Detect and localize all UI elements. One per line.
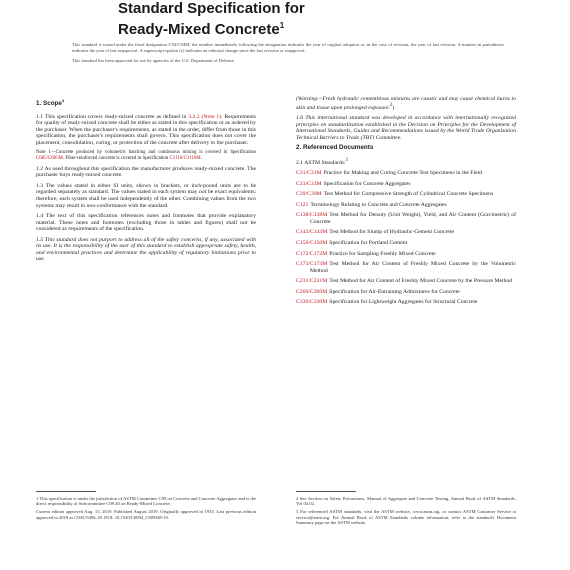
reference-item: [296, 191, 516, 198]
scope-heading: 1. Scope$^4$: [36, 98, 65, 108]
reference-code-link[interactable]: C231/C231M: [296, 278, 328, 285]
title-line-1: Standard Specification for: [118, 0, 305, 17]
reference-code-link[interactable]: C31/C31M: [296, 170, 322, 177]
footnote-1: 1 This specification is under the jurisdiction of ASTM Committee C09 on Concrete and Concrete Aggregates and is the direct responsibility of Subcommittee C09.40 on Ready-Mixed Concrete.: [36, 496, 256, 507]
reference-title: Specification for Lightweight Aggregates for Structural Concrete: [329, 299, 478, 306]
reference-code-link[interactable]: C33/C33M: [296, 180, 322, 187]
reference-title: Practice for Sampling Freshly Mixed Concrete: [329, 250, 436, 257]
reference-title: Test Method for Slump of Hydraulic-Cement Concrete: [329, 229, 454, 236]
note-1: Note 1—Concrete produced by volumetric batching and continuous mixing is covered in Specification C685/C685M. Fiber-reinforced concrete is covered in Specification C1116/C1116M.: [36, 150, 256, 162]
referenced-standards-list: [296, 170, 516, 306]
reference-item: [296, 289, 516, 296]
reference-title: Test Method for Compressive Strength of Cylindrical Concrete Specimens: [323, 191, 494, 198]
reference-item: [296, 202, 516, 209]
reference-title: Test Method for Air Content of Freshly Mixed Concrete by the Volumetric Method: [310, 261, 516, 274]
reference-code-link[interactable]: C138/C138M: [296, 212, 328, 219]
title-footnote-marker: 1: [279, 21, 285, 30]
reference-code-link[interactable]: C143/C143M: [296, 229, 328, 236]
reference-item: [296, 212, 516, 225]
reference-item: [296, 299, 516, 306]
reference-item: [296, 240, 516, 247]
reference-code-link[interactable]: C172/C172M: [296, 250, 328, 257]
footnotes-right: [296, 496, 516, 528]
section-link[interactable]: 3.2.2: [188, 113, 200, 120]
footnote-rule-left: [36, 491, 96, 492]
reference-code-link[interactable]: C173/C173M: [296, 261, 328, 268]
safety-warning: (Warning—Fresh hydraulic cementitious mixtures are caustic and may cause chemical burns to skin and tissue upon prolonged exposure.$^2$): [296, 96, 516, 111]
reference-title: Specification for Concrete Aggregates: [323, 180, 411, 187]
footnote-2: 2 See Section on Safety Precautions, Manual of Aggregate and Concrete Testing, Annual Book of ASTM Standards, Vol 04.02.: [296, 496, 516, 507]
reference-title: Practice for Making and Curing Concrete Test Specimens in the Field: [323, 170, 483, 177]
footnote-rule-right: [296, 491, 356, 492]
reference-item: [296, 251, 516, 258]
footnote-edition: Current edition approved Aug. 15, 2019. Published August 2019. Originally approved in 1933. Last previous edition approved in 2018 as C94/C94M–18. DOI: 10.1520/C0094_C0094M-19.: [36, 509, 256, 520]
reference-title: Specification for Portland Cement: [329, 239, 408, 246]
reference-item: [296, 170, 516, 177]
astm-standards-subheading: 2.1 ASTM Standards:$^3$: [296, 157, 348, 166]
reference-code-link[interactable]: C125: [296, 201, 309, 208]
footnotes-left: [36, 496, 256, 523]
preamble-paragraph: This standard is issued under the fixed designation C94/C94M; the number immediately following the designation indicates the year of original adoption or, in the case of revision, the year of last revision. A number in parentheses indicates the year of last reapproval. A superscript epsilon (ε) indicates an editorial change since the last revision or reapproval.: [72, 42, 504, 54]
reference-item: [296, 181, 516, 188]
title-line-2: Ready-Mixed Concrete$^1$: [118, 21, 285, 38]
footnote-3: 3 For referenced ASTM standards, visit the ASTM website, www.astm.org, or contact ASTM Customer Service at service@astm.org. For Annual Book of ASTM Standards volume information, refer to the standard's Document Summary page on the ASTM website.: [296, 509, 516, 526]
scope-1-5: 1.5 This standard does not purport to address all of the safety concerns, if any, associated with its use. It is the responsibility of the user of this standard to establish appropriate safety, health, and environmental practices and determine the applicability of regulatory limitations prior to use.: [36, 236, 256, 263]
reference-code-link[interactable]: C39/C39M: [296, 191, 322, 198]
document-title: [118, 0, 448, 38]
right-column: [296, 96, 516, 310]
designation-preamble: [72, 42, 504, 67]
reference-title: Specification for Air-Entraining Admixtures for Concrete: [329, 288, 460, 295]
note-link[interactable]: (Note 1): [201, 113, 222, 120]
reference-title: Test Method for Density (Unit Weight), Yield, and Air Content (Gravimetric) of Concrete: [310, 212, 516, 225]
standard-link[interactable]: C1116/C1116M: [169, 156, 201, 162]
reference-item: [296, 278, 516, 285]
left-column: [36, 96, 256, 267]
scope-1-3: 1.3 The values stated in either SI units, shown in brackets, or inch-pound units are to be regarded separately as standard. The values stated in each system may not be exact equivalents; therefore, each system shall be used independently of the other. Combining values from the two systems may result in non-conformance with the standard.: [36, 182, 256, 209]
scope-1-2: 1.2 As used throughout this specification the manufacturer produces ready-mixed concrete. The purchaser buys ready-mixed concrete.: [36, 165, 256, 179]
scope-1-1: 1.1 This specification covers ready-mixed concrete as defined in 3.2.2 (Note 1). Requirements for quality of ready-mixed concrete shall be either as stated in this specification or as ordered by the purchaser. When the purchaser's requirements, as stated in the order, differ from those in this specification, the purchaser's requirements shall govern. This specification does not cover the placement, consolidation, curing, or protection of the concrete after delivery to the purchaser.: [36, 113, 256, 146]
reference-code-link[interactable]: C260/C260M: [296, 288, 328, 295]
scope-1-4: 1.4 The text of this specification references notes and footnotes that provide explanatory material. These notes and footnotes (excluding those in tables and figures) shall not be considered as requirements of the specification.: [36, 213, 256, 233]
referenced-documents-heading: 2. Referenced Documents: [296, 144, 374, 152]
preamble-dod-approval: This standard has been approved for use by agencies of the U.S. Department of Defense.: [72, 57, 235, 63]
reference-item: [296, 261, 516, 274]
reference-code-link[interactable]: C150/C150M: [296, 239, 328, 246]
reference-title: Test Method for Air Content of Freshly Mixed Concrete by the Pressure Method: [329, 278, 513, 285]
reference-item: [296, 229, 516, 236]
reference-code-link[interactable]: C330/C330M: [296, 299, 328, 306]
standard-link[interactable]: C685/C685M: [36, 156, 63, 162]
reference-title: Terminology Relating to Concrete and Concrete Aggregates: [310, 201, 447, 208]
scope-1-6: 1.6 This international standard was developed in accordance with internationally recognized principles on standardization established in the Decision on Principles for the Development of International Standards, Guides and Recommendations issued by the World Trade Organization Technical Barriers to Trade (TBT) Committee.: [296, 114, 516, 141]
